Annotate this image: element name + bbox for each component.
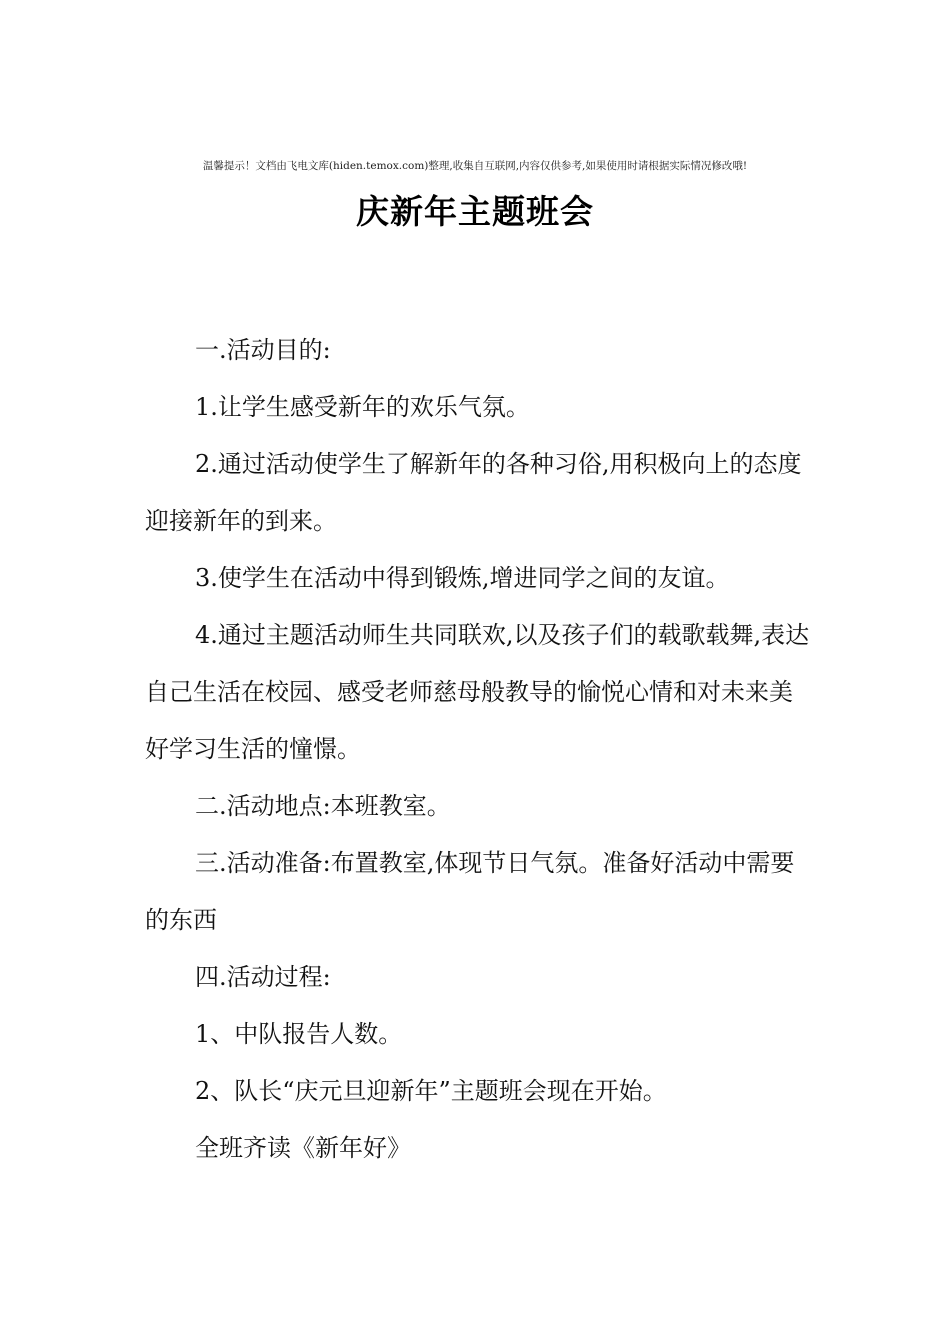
process-item-reading: 全班齐读《新年好》 <box>195 1134 411 1162</box>
document-title: 庆新年主题班会 <box>356 192 594 231</box>
purpose-item-4: 4.通过主题活动师生共同联欢,以及孩子们的载歌载舞,表达自己生活在校园、感受老师慈母般教导的愉悦心情和对未来美好学习生活的憧憬。 <box>145 621 810 763</box>
section-location: 二.活动地点:本班教室。 <box>195 792 451 820</box>
purpose-item-1: 1.让学生感受新年的欢乐气氛。 <box>195 393 530 421</box>
purpose-item-3: 3.使学生在活动中得到锻炼,增进同学之间的友谊。 <box>195 564 730 592</box>
section-heading-process: 四.活动过程: <box>195 963 331 991</box>
section-preparation: 三.活动准备:布置教室,体现节日气氛。准备好活动中需要的东西 <box>145 849 795 934</box>
download-notice: 温馨提示！文档由飞电文库(hiden.temox.com)整理,收集自互联网,内容仅供参考,如果使用时请根据实际情况修改哦! <box>202 160 748 172</box>
process-item-1: 1、中队报告人数。 <box>195 1020 403 1048</box>
purpose-item-2: 2.通过活动使学生了解新年的各种习俗,用积极向上的态度迎接新年的到来。 <box>145 450 802 535</box>
section-heading-purpose: 一.活动目的: <box>195 336 331 364</box>
document-body <box>145 322 810 1177</box>
process-item-2: 2、队长“庆元旦迎新年”主题班会现在开始。 <box>195 1077 667 1105</box>
